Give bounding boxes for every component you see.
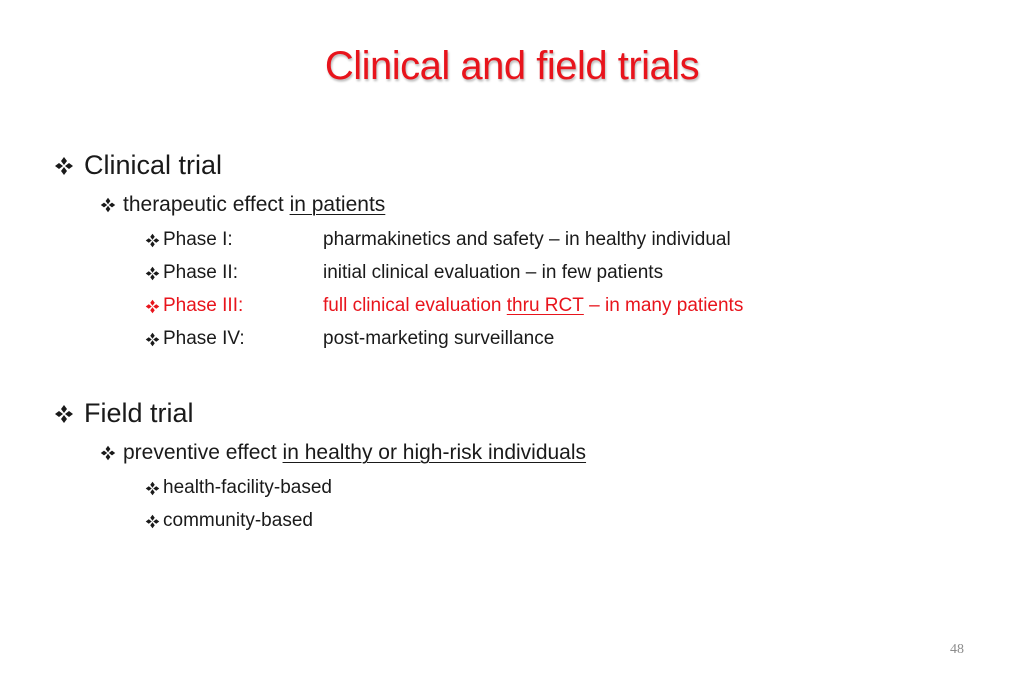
page-number: 48	[950, 642, 964, 657]
phase-description: post-marketing surveillance	[323, 328, 555, 349]
therapeutic-effect-text: therapeutic effect	[123, 193, 290, 216]
phase-label: Phase IV:	[163, 328, 245, 349]
four-diamond-bullet-icon	[145, 233, 160, 248]
phase-label: Phase I:	[163, 229, 233, 250]
four-diamond-bullet-icon	[54, 156, 74, 176]
phase-description: initial clinical evaluation – in few patients	[323, 262, 664, 283]
field-item	[145, 477, 332, 499]
in-patients-text: in patients	[289, 193, 386, 216]
preventive-effect-text: preventive effect	[123, 441, 283, 464]
four-diamond-bullet-icon	[100, 445, 116, 461]
four-diamond-bullet-icon	[100, 197, 116, 213]
field-trial-label: Field trial	[84, 398, 194, 428]
phase-row	[145, 229, 731, 251]
four-diamond-bullet-icon	[145, 481, 160, 496]
phase-row-highlighted	[145, 295, 743, 317]
clinical-trial-subpoint	[100, 193, 385, 217]
field-trial-subpoint	[100, 441, 586, 465]
four-diamond-bullet-icon	[54, 404, 74, 424]
field-item-label: community-based	[163, 510, 313, 531]
four-diamond-bullet-icon	[145, 266, 160, 281]
phase-row	[145, 328, 554, 350]
four-diamond-bullet-icon	[145, 332, 160, 347]
field-trial-heading	[54, 398, 194, 429]
phase-description: pharmakinetics and safety – in healthy individual	[323, 229, 731, 250]
phase-row	[145, 262, 663, 284]
thru-rct-text: thru RCT	[506, 295, 584, 316]
phase-label: Phase III:	[163, 295, 244, 316]
healthy-high-risk-text: in healthy or high-risk individuals	[282, 441, 587, 464]
phase-description-end: – in many patients	[583, 295, 744, 316]
phase-description-start: full clinical evaluation	[323, 295, 507, 316]
slide-title: Clinical and field trials	[324, 44, 700, 88]
phase-label: Phase II:	[163, 262, 238, 283]
clinical-trial-label: Clinical trial	[84, 150, 223, 180]
field-item-label: health-facility-based	[163, 477, 332, 498]
field-item	[145, 510, 313, 532]
four-diamond-bullet-icon	[145, 299, 160, 314]
four-diamond-bullet-icon	[145, 514, 160, 529]
clinical-trial-heading	[54, 150, 222, 181]
